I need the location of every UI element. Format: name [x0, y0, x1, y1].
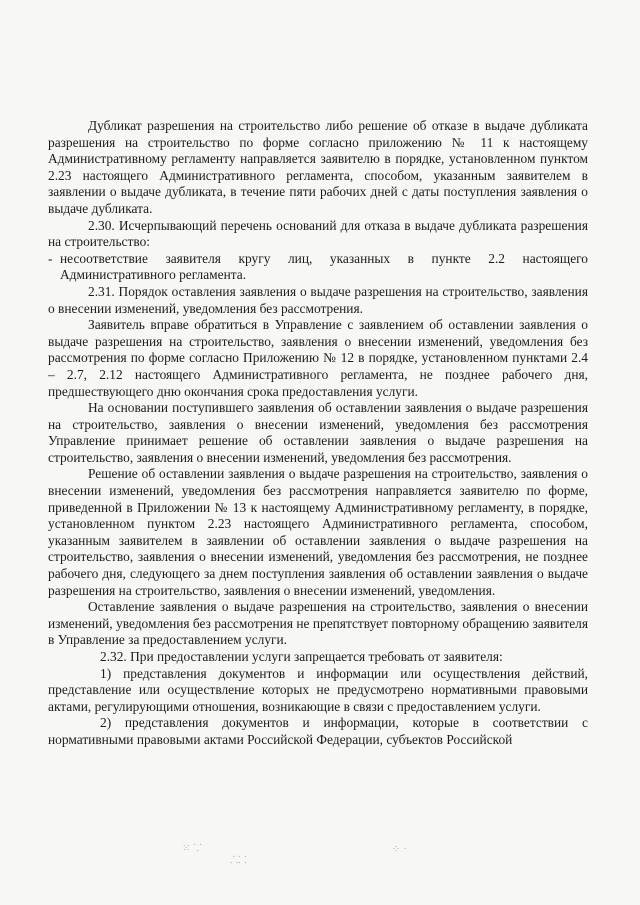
- list-item-text: несоответствие заявителя кругу лиц, указанных в пункте 2.2 настоящего Административного регламента.: [60, 250, 588, 283]
- paragraph-2-31: 2.31. Порядок оставления заявления о выдаче разрешения на строительство, заявления о внесении изменений, уведомления без рассмотрения.: [48, 283, 588, 316]
- scan-artifact: ⸫⸬: [230, 855, 247, 866]
- paragraph-2-30: 2.30. Исчерпывающий перечень оснований для отказа в выдаче дубликата разрешения на строительство:: [48, 217, 588, 250]
- list-item-2: 2) представления документов и информации, которые в соответствии с нормативными правовыми актами Российской Федерации, субъектов Российской: [48, 715, 588, 747]
- scan-artifact: ⁘ ·: [392, 844, 407, 855]
- paragraph-decision-delivery: Решение об оставлении заявления о выдаче разрешения на строительство, заявления о внесении изменений, уведомления без рассмотрения направляется заявителю по форме, приведенной в Приложении № 13 к настоящему Административному регламенту, в порядке, установленном пунктом 2.23 настоящего Административного регламента, способом, указанным заявителем в заявлении об оставлении заявления о выдаче разрешения на строительство, заявления о внесении изменений, уведомления без рассмотрения, не позднее рабочего дня, следующего за днем поступления заявления об оставлении заявления о выдаче разрешения на строительство, заявления о внесении изменений, уведомления.: [48, 466, 588, 598]
- paragraph-duplicate-delivery: Дубликат разрешения на строительство либо решение об отказе в выдаче дубликата разрешения на строительство по форме согласно приложению № 11 к настоящему Административному регламенту направляется заявителю в порядке, установленном пунктом 2.23 настоящего Административного регламента, способом, указанным заявителем в заявлении о выдаче дубликата, в течение пяти рабочих дней с даты поступления заявления о выдаче дубликата.: [48, 118, 588, 216]
- list-item-refusal-ground: [48, 251, 588, 284]
- list-item-1: 1) представления документов и информации или осуществления действий, представление или осуществление которых не предусмотрено нормативными правовыми актами, регулирующими отношения, возникающие в связи с предоставлением услуги.: [48, 665, 588, 714]
- paragraph-repeat-application: Оставление заявления о выдаче разрешения на строительство, заявления о внесении изменений, уведомления без рассмотрения не препятствует повторному обращению заявителя в Управление за предоставлением услуги.: [48, 599, 588, 648]
- paragraph-decision-basis: На основании поступившего заявления об оставлении заявления о выдаче разрешения на строительство, заявления о внесении изменений, уведомления без рассмотрения Управление принимает решение об оставлении заявления о выдаче разрешения на строительство, заявления о внесении изменений, уведомления без рассмотрения.: [48, 400, 588, 465]
- list-dash: -: [48, 250, 53, 266]
- paragraph-applicant-right: Заявитель вправе обратиться в Управление с заявлением об оставлении заявления о выдаче разрешения на строительство, заявления о внесении изменений, уведомления без рассмотрения по форме согласно Приложению № 12 в порядке, установленном пунктами 2.4 – 2.7, 2.12 настоящего Административного регламента, не позднее рабочего дня, предшествующего дню окончания срока предоставления услуги.: [48, 317, 588, 399]
- document-body: [48, 118, 588, 749]
- paragraph-2-32: 2.32. При предоставлении услуги запрещается требовать от заявителя:: [100, 649, 503, 664]
- scan-artifact: ⁙ ⸪: [182, 843, 202, 854]
